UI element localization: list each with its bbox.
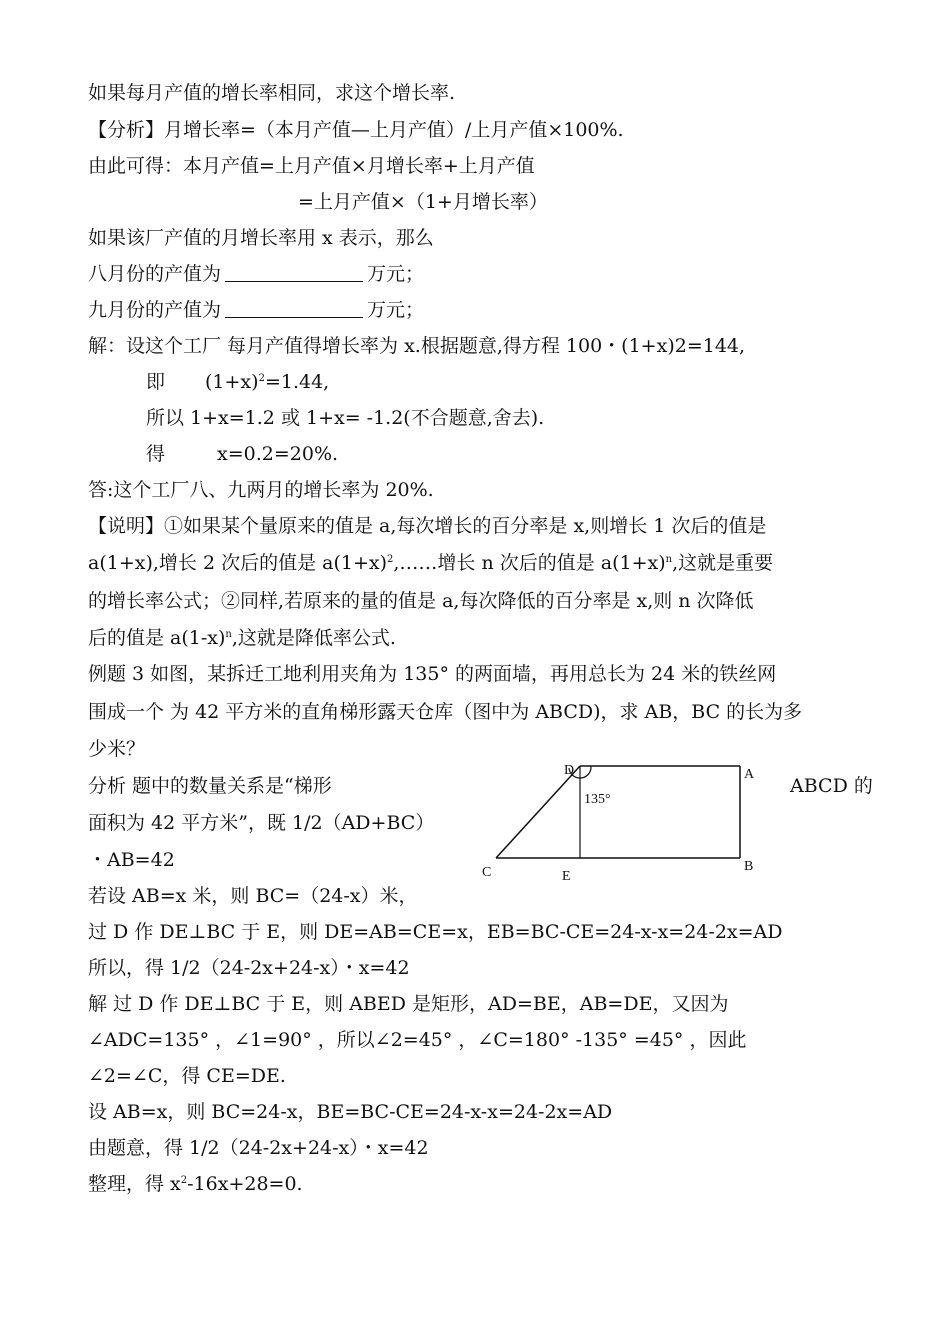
label-B: B [744, 859, 754, 874]
label-D: D [564, 763, 575, 778]
solution-line: 所以 1+x=1.2 或 1+x= -1.2(不合题意,舍去). [146, 407, 545, 429]
text-part: 后的值是 a(1-x) [88, 627, 226, 649]
analysis-line-end: ABCD 的 [790, 775, 873, 797]
text-line: =上月产值×（1+月增长率） [298, 191, 548, 213]
example-line: 例题 3 如图，某拆迁工地利用夹角为 135° 的两面墙，再用总长为 24 米的铁丝网 [88, 663, 777, 685]
example-line: 少米？ [88, 738, 146, 760]
analysis-line: 分析 题中的数量关系是“梯形 [88, 775, 332, 797]
superscript: n [225, 629, 232, 640]
trapezoid-diagram [470, 756, 780, 886]
solution-line: ∠ADC=135° ，∠1=90° ，所以∠2=45° ，∠C=180° -135° =45° ，因此 [88, 1029, 747, 1051]
text-part: a(1+x),增长 2 次后的值是 a(1+x) [88, 552, 387, 574]
note-line [88, 625, 396, 651]
solution-line [88, 1171, 303, 1197]
edge-CD [496, 766, 580, 858]
solution-line: 由题意，得 1/2（24-2x+24-x）・x=42 [88, 1137, 429, 1159]
note-line: 的增长率公式；②同样,若原来的量的值是 a,每次降低的百分率是 x,则 n 次降低 [88, 590, 754, 612]
label-C: C [482, 865, 492, 880]
analysis-line: 【分析】月增长率=（本月产值—上月产值）/上月产值×100%. [88, 119, 624, 141]
solution-line: ∠2=∠C，得 CE=DE. [88, 1065, 286, 1087]
angle-label: 135° [584, 792, 611, 807]
fill-blank-line [88, 261, 424, 287]
text-line: 由此可得：本月产值=上月产值×月增长率+上月产值 [88, 155, 535, 177]
example-line: 围成一个 为 42 平方米的直角梯形露天仓库（图中为 ABCD)，求 AB，BC 的长为多 [88, 701, 803, 723]
text-part: ,这就是重要 [672, 552, 774, 574]
analysis-line: 面积为 42 平方米”，既 1/2（AD+BC） [88, 812, 435, 834]
text-part: ,……增长 n 次后的值是 a(1+x) [393, 552, 666, 574]
solution-line [146, 369, 329, 395]
blank-prefix: 八月份的产值为 [88, 263, 222, 285]
label-A: A [744, 767, 755, 782]
text-part: 即 [146, 371, 166, 393]
blank-prefix: 九月份的产值为 [88, 299, 222, 321]
text-line: 如果每月产值的增长率相同，求这个增长率. [88, 82, 456, 104]
text-part: (1+x) [205, 371, 259, 393]
analysis-line: 若设 AB=x 米，则 BC=（24-x）米， [88, 885, 418, 907]
solution-line: 解 过 D 作 DE⊥BC 于 E，则 ABED 是矩形，AD=BE，AB=DE，又因为 [88, 993, 729, 1015]
analysis-line: 所以，得 1/2（24-2x+24-x）・x=42 [88, 957, 410, 979]
text-part: 得 [146, 443, 166, 465]
superscript: 2 [180, 1175, 188, 1186]
blank-suffix: 万元； [367, 263, 425, 285]
superscript: 2 [258, 373, 265, 384]
analysis-line: 过 D 作 DE⊥BC 于 E，则 DE=AB=CE=x，EB=BC-CE=24-x-x=24-2x=AD [88, 921, 783, 943]
answer-line: 答:这个工厂八、九两月的增长率为 20%. [88, 479, 434, 501]
answer-blank [225, 299, 363, 318]
superscript: 2 [387, 554, 394, 565]
note-line: 【说明】①如果某个量原来的值是 a,每次增长的百分率是 x,则增长 1 次后的值是 [88, 515, 767, 537]
text-part: =1.44, [264, 371, 330, 393]
text-part: ,这就是降低率公式. [231, 627, 396, 649]
text-part: -16x+28=0. [187, 1173, 303, 1195]
solution-line [146, 441, 338, 467]
text-line: 如果该厂产值的月增长率用 x 表示，那么 [88, 227, 434, 249]
answer-blank [225, 263, 363, 282]
note-line [88, 550, 773, 576]
analysis-line: ・AB=42 [88, 849, 175, 871]
text-part: 整理，得 x [88, 1173, 181, 1195]
text-part: x=0.2=20%. [217, 443, 339, 465]
fill-blank-line [88, 297, 424, 323]
superscript: n [665, 554, 673, 565]
label-E: E [562, 869, 571, 884]
solution-line: 设 AB=x，则 BC=24-x，BE=BC-CE=24-x-x=24-2x=AD [88, 1101, 613, 1123]
blank-suffix: 万元； [367, 299, 425, 321]
solution-line: 解：设这个工厂 每月产值得增长率为 x.根据题意,得方程 100・(1+x)2=144, [88, 335, 746, 357]
